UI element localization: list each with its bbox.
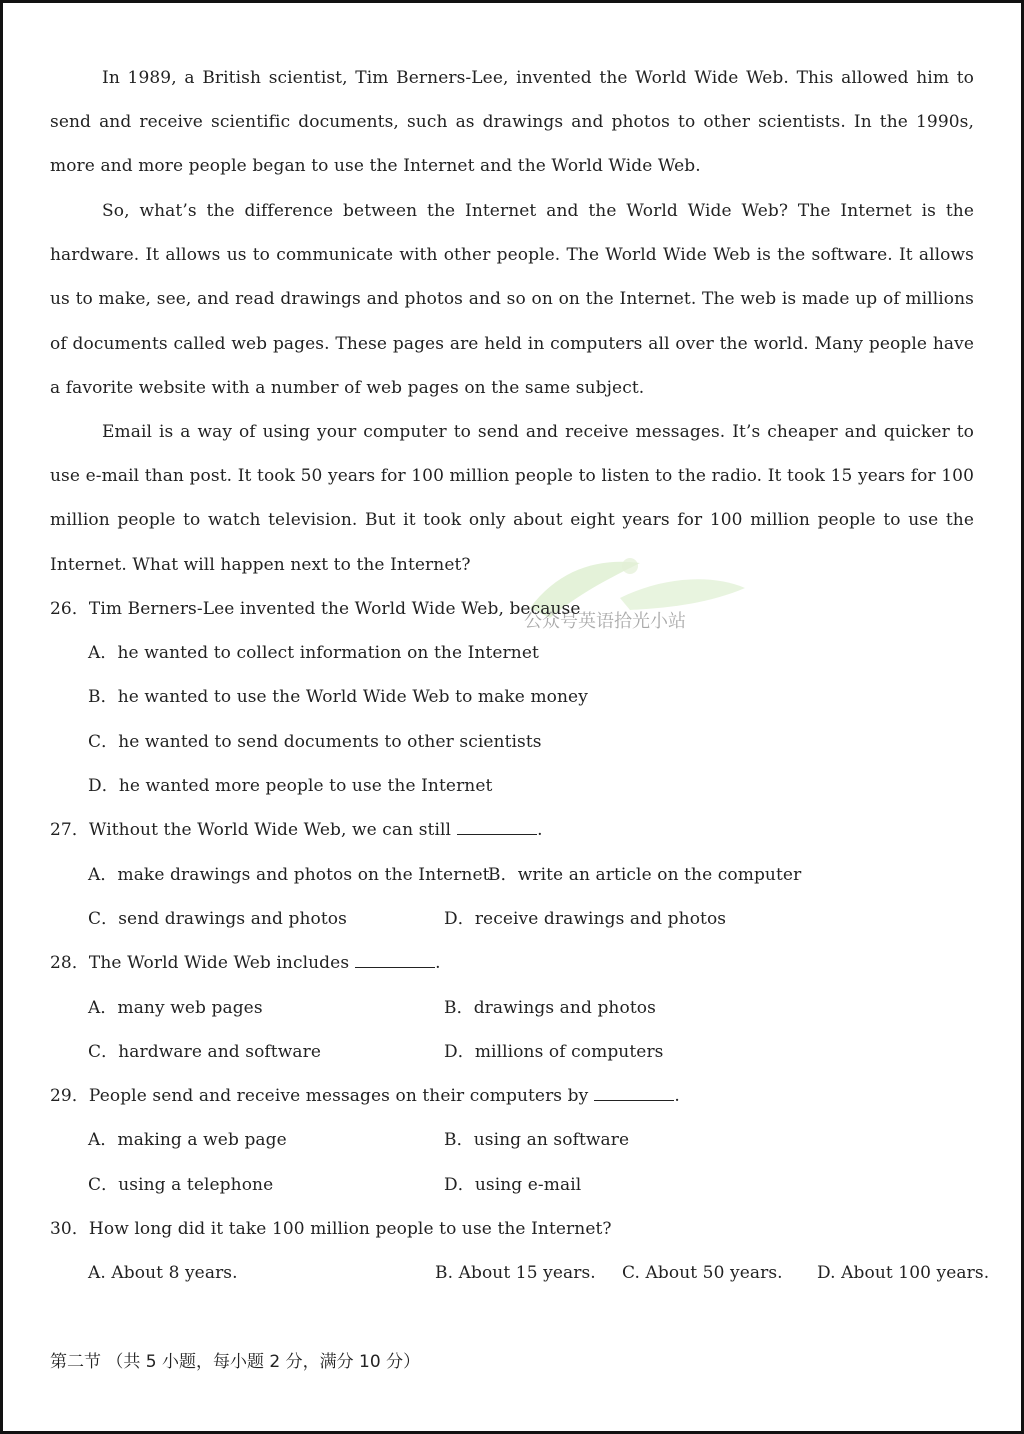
- question-29-option-c: C．using a telephone: [88, 1175, 274, 1195]
- question-28-option-b: B．drawings and photos: [444, 998, 656, 1018]
- question-29-option-a: A．making a web page: [88, 1130, 287, 1150]
- question-28-option-a: A．many web pages: [88, 998, 263, 1018]
- passage-paragraph-3: Email is a way of using your computer to send and receive messages. It’s cheaper and quicker to use e-mail than post. It took 50 years for 100 million people to listen to the radio. It took 15 years for 100 million people to watch television. But it took only about eight years for 100 million people to use the Internet. What will happen next to the Internet?: [50, 422, 974, 575]
- question-26-option-d: D．he wanted more people to use the Internet: [88, 776, 493, 796]
- question-28-stem: 28．The World Wide Web includes: [50, 953, 350, 973]
- question-30-option-d: D. About 100 years.: [817, 1263, 990, 1283]
- question-27-stem: 27．Without the World Wide Web, we can still: [50, 820, 452, 840]
- question-26-option-a: A．he wanted to collect information on the Internet: [88, 643, 539, 663]
- question-27-option-c: C．send drawings and photos: [88, 909, 347, 929]
- question-28: 28．The World Wide Web includes .: [50, 953, 441, 973]
- question-29: 29．People send and receive messages on their computers by .: [50, 1086, 680, 1106]
- question-30-option-a: A. About 8 years.: [88, 1263, 238, 1283]
- question-30-option-b: B. About 15 years.: [435, 1263, 596, 1283]
- question-30-option-c: C. About 50 years.: [622, 1263, 783, 1283]
- watermark-text: 公众号英语拾光小站: [524, 611, 686, 632]
- question-28-option-d: D．millions of computers: [444, 1042, 664, 1062]
- answer-blank: [457, 818, 537, 835]
- question-30-stem: 30．How long did it take 100 million people to use the Internet?: [50, 1219, 612, 1239]
- question-27: 27．Without the World Wide Web, we can still .: [50, 820, 543, 840]
- question-29-option-d: D．using e-mail: [444, 1175, 582, 1195]
- question-27-option-d: D．receive drawings and photos: [444, 909, 727, 929]
- question-26-option-b: B．he wanted to use the World Wide Web to make money: [88, 687, 588, 707]
- section-heading: 第二节 （共 5 小题，每小题 2 分，满分 10 分）: [50, 1352, 421, 1372]
- answer-blank: [594, 1084, 674, 1101]
- question-26-stem: 26．Tim Berners-Lee invented the World Wide Web, because: [50, 599, 581, 619]
- answer-blank: [355, 951, 435, 968]
- question-27-option-a: A．make drawings and photos on the Internet: [88, 865, 490, 885]
- question-29-stem: 29．People send and receive messages on their computers by: [50, 1086, 589, 1106]
- question-26-option-c: C．he wanted to send documents to other scientists: [88, 732, 542, 752]
- passage-paragraph-1: In 1989, a British scientist, Tim Berners-Lee, invented the World Wide Web. This allowed him to send and receive scientific documents, such as drawings and photos to other scientists. In the 1990s, more and more people began to use the Internet and the World Wide Web.: [50, 68, 974, 177]
- question-29-option-b: B．using an software: [444, 1130, 630, 1150]
- question-28-option-c: C．hardware and software: [88, 1042, 322, 1062]
- passage-paragraph-2: So, what’s the difference between the Internet and the World Wide Web? The Internet is the hardware. It allows us to communicate with other people. The World Wide Web is the software. It allows us to make, see, and read drawings and photos and so on on the Internet. The web is made up of millions of documents called web pages. These pages are held in computers all over the world. Many people have a favorite website with a number of web pages on the same subject.: [50, 201, 974, 398]
- question-27-option-b: B．write an article on the computer: [488, 865, 802, 885]
